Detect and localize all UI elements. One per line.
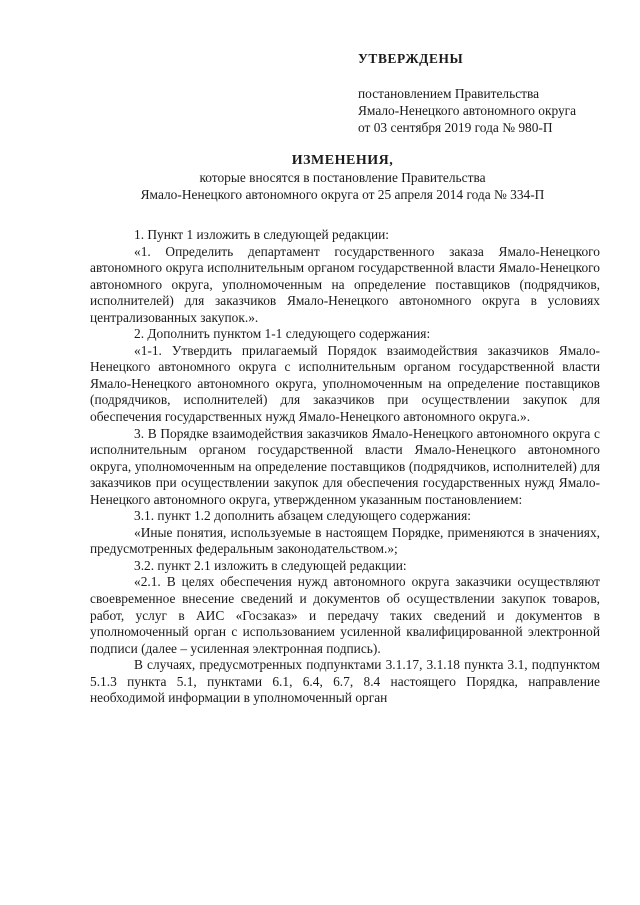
paragraph-quote-2-1: «2.1. В целях обеспечения нужд автономного округа заказчики осуществляют своевременное внесение сведений и документов об осуществлении закупок товаров, работ, услуг в АИС «Госзаказ» и передачу таких сведений и документов в уполномоченный орган с использованием усиленной квалифицированной электронной подписи (далее – усиленная электронная подпись).	[90, 574, 600, 656]
document-subtitle-line: которые вносятся в постановление Правительства	[199, 170, 486, 185]
paragraph-item-3: 3. В Порядке взаимодействия заказчиков Ямало-Ненецкого автономного округа с исполнительным органом государственной власти Ямало-Ненецкого автономного округа, уполномоченным на определение поставщиков (подрядчиков, исполнителей) для заказчиков при осуществлении закупок для обеспечения государственных нужд Ямало-Ненецкого автономного округа, утвержденном указанным постановлением:	[90, 425, 600, 507]
approval-line: постановлением Правительства	[358, 86, 540, 101]
document-title: ИЗМЕНЕНИЯ,	[291, 153, 394, 168]
paragraph-item-3-2: 3.2. пункт 2.1 изложить в следующей редакции:	[134, 557, 407, 573]
paragraph-quote-1-1: «1-1. Утвердить прилагаемый Порядок взаимодействия заказчиков Ямало-Ненецкого автономного округа с исполнительным органом государственной власти Ямало-Ненецкого автономного округа, уполномоченным на определение поставщиков (подрядчиков, исполнителей) для заказчиков при осуществлении закупок для обеспечения государственных нужд Ямало-Ненецкого автономного округа.».	[90, 342, 600, 425]
approval-stamp	[358, 50, 628, 136]
approval-line: Ямало-Ненецкого автономного округа	[358, 103, 577, 118]
paragraph-quote-1: «1. Определить департамент государственного заказа Ямало-Ненецкого автономного округа исполнительным органом государственной власти Ямало-Ненецкого автономного округа, уполномоченным на определение поставщиков (подрядчиков, исполнителей) для заказчиков Ямало-Ненецкого автономного округа в условиях централизованных закупок.».	[90, 243, 600, 325]
document-subtitle-line: Ямало-Ненецкого автономного округа от 25 апреля 2014 года № 334-П	[140, 187, 545, 202]
document-body	[90, 227, 600, 707]
paragraph-quote-3-1: «Иные понятия, используемые в настоящем Порядке, применяются в значениях, предусмотренных федеральным законодательством.»;	[90, 524, 600, 557]
paragraph-item-1: 1. Пункт 1 изложить в следующей редакции:	[134, 227, 390, 242]
approval-heading: УТВЕРЖДЕНЫ	[358, 51, 464, 66]
document-title-block	[90, 152, 595, 203]
paragraph-item-3-1: 3.1. пункт 1.2 дополнить абзацем следующего содержания:	[134, 508, 471, 524]
approval-line: от 03 сентября 2019 года № 980-П	[358, 120, 553, 135]
paragraph-item-2: 2. Дополнить пунктом 1-1 следующего содержания:	[134, 326, 431, 342]
paragraph-cases: В случаях, предусмотренных подпунктами 3.1.17, 3.1.18 пункта 3.1, подпунктом 5.1.3 пункта 5.1, пунктами 6.1, 6.4, 6.7, 8.4 настоящего Порядка, направление необходимой информации в уполномоченный орган	[90, 657, 600, 706]
